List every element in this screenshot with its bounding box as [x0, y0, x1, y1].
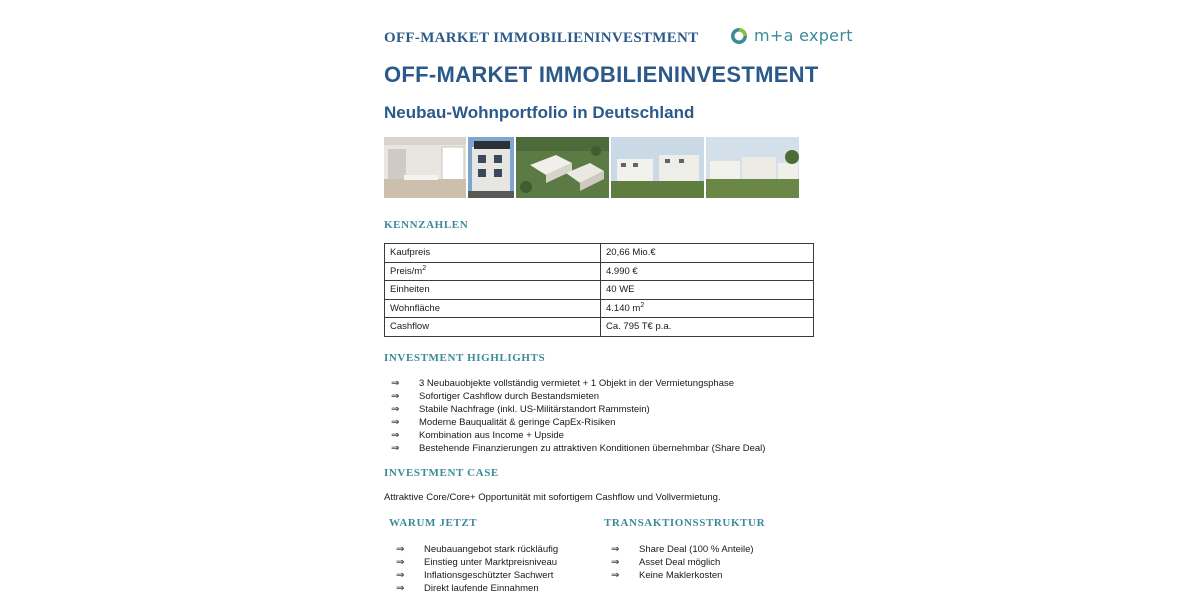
arrow-icon: ⇒ [396, 570, 405, 581]
kpi-label: Einheiten [385, 281, 601, 300]
arrow-icon: ⇒ [611, 570, 620, 581]
case-heading: INVESTMENT CASE [384, 467, 499, 479]
list-item: ⇒ Asset Deal möglich [604, 556, 754, 569]
header-small-title: OFF-MARKET IMMOBILIENINVESTMENT [384, 30, 699, 46]
case-text: Attraktive Core/Core+ Opportunität mit sofortigem Cashflow und Vollvermietung. [384, 492, 721, 503]
list-item: ⇒ Neubauangebot stark rückläufig [389, 543, 558, 556]
arrow-icon: ⇒ [396, 583, 405, 594]
kpi-label: Preis/$m^2$ [385, 262, 601, 281]
company-logo [730, 26, 853, 45]
aerial-rendering-photo [516, 137, 609, 198]
kpi-value: Ca. 795 T€ p.a. [601, 318, 814, 337]
transaktion-heading: TRANSAKTIONSSTRUKTUR [604, 517, 766, 529]
kennzahlen-heading: KENNZAHLEN [384, 219, 469, 231]
arrow-icon: ⇒ [396, 544, 405, 555]
kennzahlen-table [384, 243, 814, 337]
logo-text: m+a expert [754, 26, 853, 45]
list-item: ⇒ Keine Maklerkosten [604, 569, 754, 582]
table-row [385, 262, 814, 281]
list-item: ⇒ Moderne Bauqualität & geringe CapEx-Risiken [384, 416, 765, 429]
arrow-icon: ⇒ [611, 557, 620, 568]
arrow-icon: ⇒ [391, 404, 400, 415]
interior-photo [384, 137, 466, 198]
highlights-list [384, 377, 765, 455]
transaktion-list [604, 543, 754, 582]
table-row [385, 244, 814, 263]
page-title: OFF-MARKET IMMOBILIENINVESTMENT [384, 62, 819, 87]
kpi-value: 40 WE [601, 281, 814, 300]
building-facade-photo [468, 137, 514, 198]
residential-complex-rendering-photo-2 [706, 137, 799, 198]
photo-strip [384, 137, 799, 198]
kpi-value: 4.140 $m^2$ [601, 299, 814, 318]
arrow-icon: ⇒ [396, 557, 405, 568]
arrow-icon: ⇒ [611, 544, 620, 555]
arrow-icon: ⇒ [391, 443, 400, 454]
warum-list [389, 543, 558, 595]
list-item: ⇒ Inflationsgeschützter Sachwert [389, 569, 558, 582]
arrow-icon: ⇒ [391, 378, 400, 389]
kpi-label: Wohnfläche [385, 299, 601, 318]
list-item: ⇒ Kombination aus Income + Upside [384, 429, 765, 442]
table-row [385, 318, 814, 337]
list-item: ⇒ Einstieg unter Marktpreisniveau [389, 556, 558, 569]
list-item: ⇒ Sofortiger Cashflow durch Bestandsmieten [384, 390, 765, 403]
list-item: ⇒ Bestehende Finanzierungen zu attraktiven Konditionen übernehmbar (Share Deal) [384, 442, 765, 455]
list-item: ⇒ Stabile Nachfrage (inkl. US-Militärstandort Rammstein) [384, 403, 765, 416]
arrow-icon: ⇒ [391, 430, 400, 441]
table-row [385, 281, 814, 300]
kpi-value: 20,66 Mio.€ [601, 244, 814, 263]
table-row [385, 299, 814, 318]
page-subtitle: Neubau-Wohnportfolio in Deutschland [384, 103, 695, 122]
list-item: ⇒ Share Deal (100 % Anteile) [604, 543, 754, 556]
arrow-icon: ⇒ [391, 417, 400, 428]
kpi-label: Kaufpreis [385, 244, 601, 263]
list-item: ⇒ 3 Neubauobjekte vollständig vermietet + 1 Objekt in der Vermietungsphase [384, 377, 765, 390]
warum-heading: WARUM JETZT [389, 517, 478, 529]
kpi-label: Cashflow [385, 318, 601, 337]
logo-mark-icon [730, 27, 748, 45]
highlights-heading: INVESTMENT HIGHLIGHTS [384, 352, 546, 364]
kpi-value: 4.990 € [601, 262, 814, 281]
residential-complex-rendering-photo [611, 137, 704, 198]
arrow-icon: ⇒ [391, 391, 400, 402]
list-item: ⇒ Direkt laufende Einnahmen [389, 582, 558, 595]
